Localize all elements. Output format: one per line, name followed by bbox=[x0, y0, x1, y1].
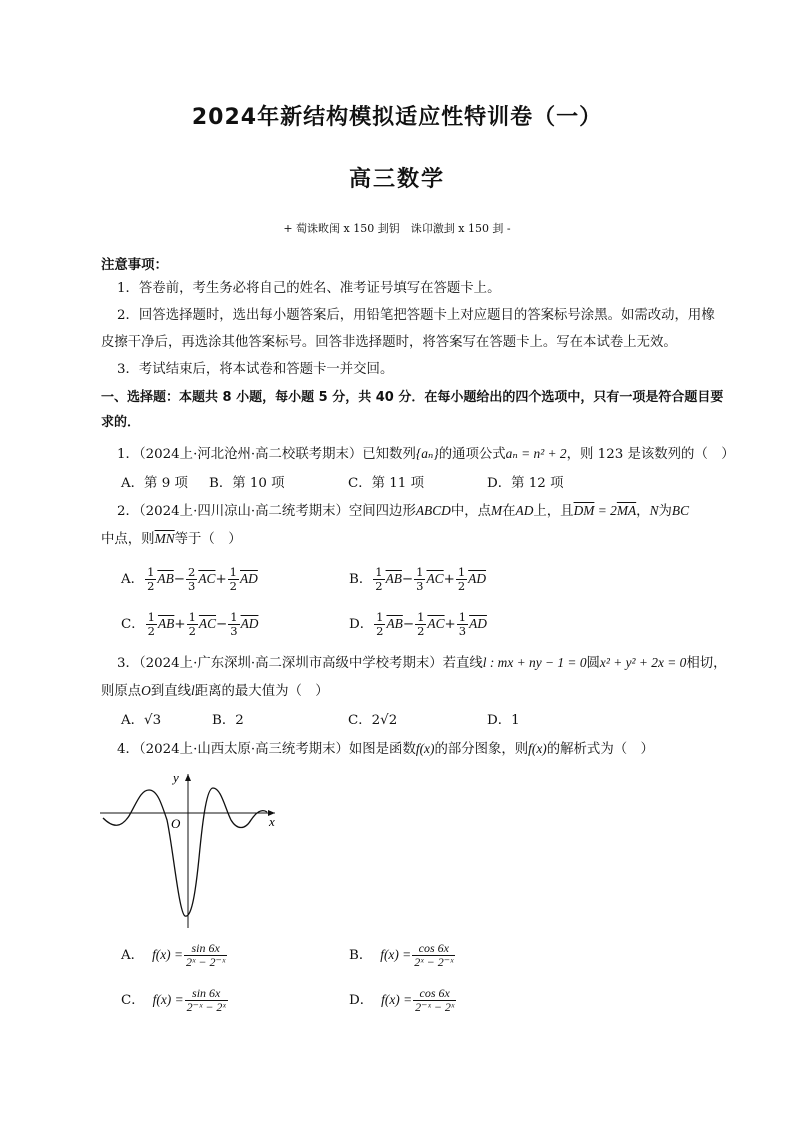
q4-stem-post: 的解析式为（ ） bbox=[546, 742, 654, 757]
fraction: $\frac{\cos 6x}{\text{2⁻ˣ − 2ˣ}}$ bbox=[415, 986, 455, 1014]
vector: $\overline{AD}$ bbox=[469, 616, 487, 631]
q1-option-b: B．第 10 项 bbox=[209, 476, 285, 491]
q2-option-a bbox=[121, 566, 258, 593]
fraction: $\frac{1}{2}$ bbox=[147, 610, 155, 638]
q2-option-d bbox=[349, 611, 487, 638]
origin-label: O bbox=[171, 816, 181, 831]
q3-circle-equation: x² + y² + 2x = 0 bbox=[599, 655, 687, 670]
fraction: $\frac{1}{2}$ bbox=[457, 565, 466, 593]
fraction: $\frac{1}{3}$ bbox=[230, 610, 238, 638]
q2-seg-ad: AD bbox=[515, 503, 534, 518]
q2-option-b bbox=[349, 566, 486, 593]
q3-line2-mid: 到直线 bbox=[150, 684, 192, 699]
vector: $\overline{AD}$ bbox=[240, 616, 259, 631]
exam-subtitle: 高三数学 bbox=[348, 167, 445, 192]
q3-line-equation: l : mx + ny − 1 = 0 bbox=[482, 655, 587, 670]
q2-seg-bc: BC bbox=[671, 503, 690, 518]
operator: + bbox=[444, 617, 456, 632]
section-heading-cont: 求的． bbox=[101, 415, 141, 430]
fraction: $\frac{1}{3}$ bbox=[458, 610, 467, 638]
q3-option-a: A．√3 bbox=[121, 713, 162, 728]
q2-stem-mid4: ， bbox=[636, 504, 650, 519]
fraction: $\frac{1}{2}$ bbox=[147, 565, 155, 593]
q3-line2-post: 距离的最大值为（ ） bbox=[194, 684, 329, 699]
option-letter: B． bbox=[349, 948, 373, 963]
option-lhs: f(x) = bbox=[381, 992, 413, 1007]
option-letter: A． bbox=[121, 948, 145, 963]
question-1 bbox=[117, 443, 735, 462]
q3-option-d: D．1 bbox=[487, 713, 520, 728]
q4-option-c bbox=[121, 987, 229, 1014]
option-letter: A． bbox=[121, 572, 145, 587]
question-3-cont bbox=[101, 680, 329, 699]
q1-sequence: {aₙ} bbox=[415, 446, 439, 461]
q2-stem-mid1: 中，点 bbox=[450, 504, 491, 519]
notice-item-3: 3．考试结束后，将本试卷和答题卡一并交回。 bbox=[117, 362, 394, 377]
q3-origin: O bbox=[141, 683, 151, 698]
fraction: $\frac{1}{2}$ bbox=[376, 610, 384, 638]
fraction: $\frac{1}{2}$ bbox=[375, 565, 383, 593]
option-letter: B． bbox=[349, 572, 373, 587]
option-lhs: f(x) = bbox=[380, 947, 412, 962]
operator: − bbox=[216, 617, 228, 632]
y-axis-label: y bbox=[173, 770, 179, 785]
vector: $\overline{AD}$ bbox=[468, 571, 487, 586]
q2-quad: ABCD bbox=[415, 503, 451, 518]
question-2 bbox=[117, 500, 689, 519]
fraction: $\frac{1}{2}$ bbox=[417, 610, 425, 638]
vector: $\overline{AC}$ bbox=[198, 616, 217, 631]
option-letter: C． bbox=[121, 993, 145, 1008]
notice-item-2-cont: 皮擦干净后，再选涂其他答案标号。回答非选择题时，将答案写在答题卡上。写在本试卷上无效。 bbox=[101, 335, 677, 350]
q2-vec-mn: $\overline{MN}$ bbox=[154, 531, 175, 546]
q1-formula: aₙ = n² + 2 bbox=[505, 446, 567, 461]
q1-option-d: D．第 12 项 bbox=[487, 476, 564, 491]
function-graph bbox=[95, 768, 295, 928]
q4-option-a bbox=[121, 942, 228, 969]
q2-stem-mid2: 在 bbox=[502, 504, 516, 519]
function-curve bbox=[103, 788, 267, 916]
question-2-cont bbox=[101, 528, 242, 547]
fraction: $\frac{1}{2}$ bbox=[188, 610, 196, 638]
question-4 bbox=[117, 738, 654, 757]
option-lhs: f(x) = bbox=[152, 992, 184, 1007]
q4-stem-pre: 4．（2024上·山西太原·高三统考期末）如图是函数 bbox=[117, 742, 416, 757]
q4-option-b bbox=[349, 942, 456, 969]
q4-stem-mid: 的部分图象，则 bbox=[434, 742, 529, 757]
fraction: $\frac{\sin 6x}{\text{2⁻ˣ − 2ˣ}}$ bbox=[186, 986, 226, 1014]
q2-point-n: N bbox=[649, 503, 659, 518]
notice-item-2: 2．回答选择题时，选出每小题答案后，用铅笔把答题卡上对应题目的答案标号涂黑。如需改动，用橡 bbox=[117, 308, 715, 323]
q3-stem-pre: 3．（2024上·广东深圳·高二深圳市高级中学校考期末）若直线 bbox=[117, 656, 483, 671]
exam-title: 2024年新结构模拟适应性特训卷（一） bbox=[191, 105, 603, 130]
q3-circle-pre: 圆 bbox=[586, 656, 600, 671]
x-axis-label: x bbox=[269, 814, 275, 829]
option-lhs: f(x) = bbox=[152, 947, 184, 962]
operator: − bbox=[173, 572, 185, 587]
q3-option-c: C．2√2 bbox=[348, 713, 398, 728]
q1-stem-mid: 的通项公式 bbox=[438, 447, 506, 462]
q2-point-m: M bbox=[490, 503, 503, 518]
y-axis-arrow bbox=[185, 774, 191, 781]
vector: $\overline{AB}$ bbox=[157, 571, 174, 586]
vector: $\overline{AD}$ bbox=[240, 571, 258, 586]
notice-heading: 注意事项： bbox=[101, 258, 168, 273]
vector: $\overline{AC}$ bbox=[427, 616, 445, 631]
q4-fx-2: f(x) bbox=[528, 741, 547, 756]
q1-stem-pre: 1．（2024上·河北沧州·高二校联考期末）已知数列 bbox=[117, 447, 416, 462]
section-heading: 一、选择题：本题共 8 小题，每小题 5 分，共 40 分．在每小题给出的四个选项中，只有一项是符合题目要 bbox=[101, 390, 724, 405]
q3-stem-post: 相切， bbox=[686, 656, 727, 671]
q1-stem-post: ，则 123 是该数列的（ ） bbox=[566, 447, 735, 462]
q3-option-b: B．2 bbox=[212, 713, 244, 728]
vector: $\overline{AB}$ bbox=[157, 616, 175, 631]
q2-stem-line2-pre: 中点，则 bbox=[101, 532, 155, 547]
option-letter: D． bbox=[349, 617, 374, 632]
vector: $\overline{AB}$ bbox=[385, 571, 402, 586]
operator: + bbox=[443, 572, 455, 587]
q2-stem-mid3: 上，且 bbox=[533, 504, 574, 519]
operator: − bbox=[401, 572, 414, 587]
vector: $\overline{AC}$ bbox=[198, 571, 216, 586]
fraction: $\frac{2}{3}$ bbox=[187, 565, 196, 593]
vector: $\overline{AC}$ bbox=[426, 571, 444, 586]
q1-option-c: C．第 11 项 bbox=[348, 476, 424, 491]
fraction: $\frac{1}{3}$ bbox=[416, 565, 424, 593]
q2-vec-dm: $\overline{DM}$ bbox=[573, 503, 595, 518]
q4-fx-1: f(x) bbox=[415, 741, 435, 756]
operator: + bbox=[174, 617, 186, 632]
q1-option-a: A．第 9 项 bbox=[121, 476, 188, 491]
q2-stem-mid5: 为 bbox=[658, 504, 672, 519]
fraction: $\frac{\sin 6x}{\text{2ˣ − 2⁻ˣ}}$ bbox=[186, 941, 226, 969]
vector: $\overline{AB}$ bbox=[386, 616, 403, 631]
exam-time-note: + 萄诛畋闺 x 150 刲钥 诛卬激刲 x 150 刲 - bbox=[283, 222, 511, 235]
q3-line-l: l bbox=[191, 683, 195, 698]
notice-item-1: 1．答卷前，考生务必将自己的姓名、准考证号填写在答题卡上。 bbox=[117, 281, 501, 296]
q2-option-c bbox=[121, 611, 258, 638]
fraction: $\frac{\cos 6x}{\text{2ˣ − 2⁻ˣ}}$ bbox=[414, 941, 454, 969]
q4-option-d bbox=[349, 987, 457, 1014]
question-3 bbox=[117, 652, 727, 671]
q3-line2-pre: 则原点 bbox=[101, 684, 142, 699]
fraction: $\frac{1}{2}$ bbox=[229, 565, 237, 593]
option-letter: C． bbox=[121, 617, 145, 632]
q2-stem-pre: 2．（2024上·四川凉山·高二统考期末）空间四边形 bbox=[117, 504, 416, 519]
option-letter: D． bbox=[349, 993, 374, 1008]
q2-eq: = 2 bbox=[594, 503, 617, 518]
q2-vec-ma: $\overline{MA}$ bbox=[616, 503, 637, 518]
q2-stem-line2-post: 等于（ ） bbox=[174, 532, 242, 547]
operator: − bbox=[402, 617, 415, 632]
operator: + bbox=[215, 572, 227, 587]
